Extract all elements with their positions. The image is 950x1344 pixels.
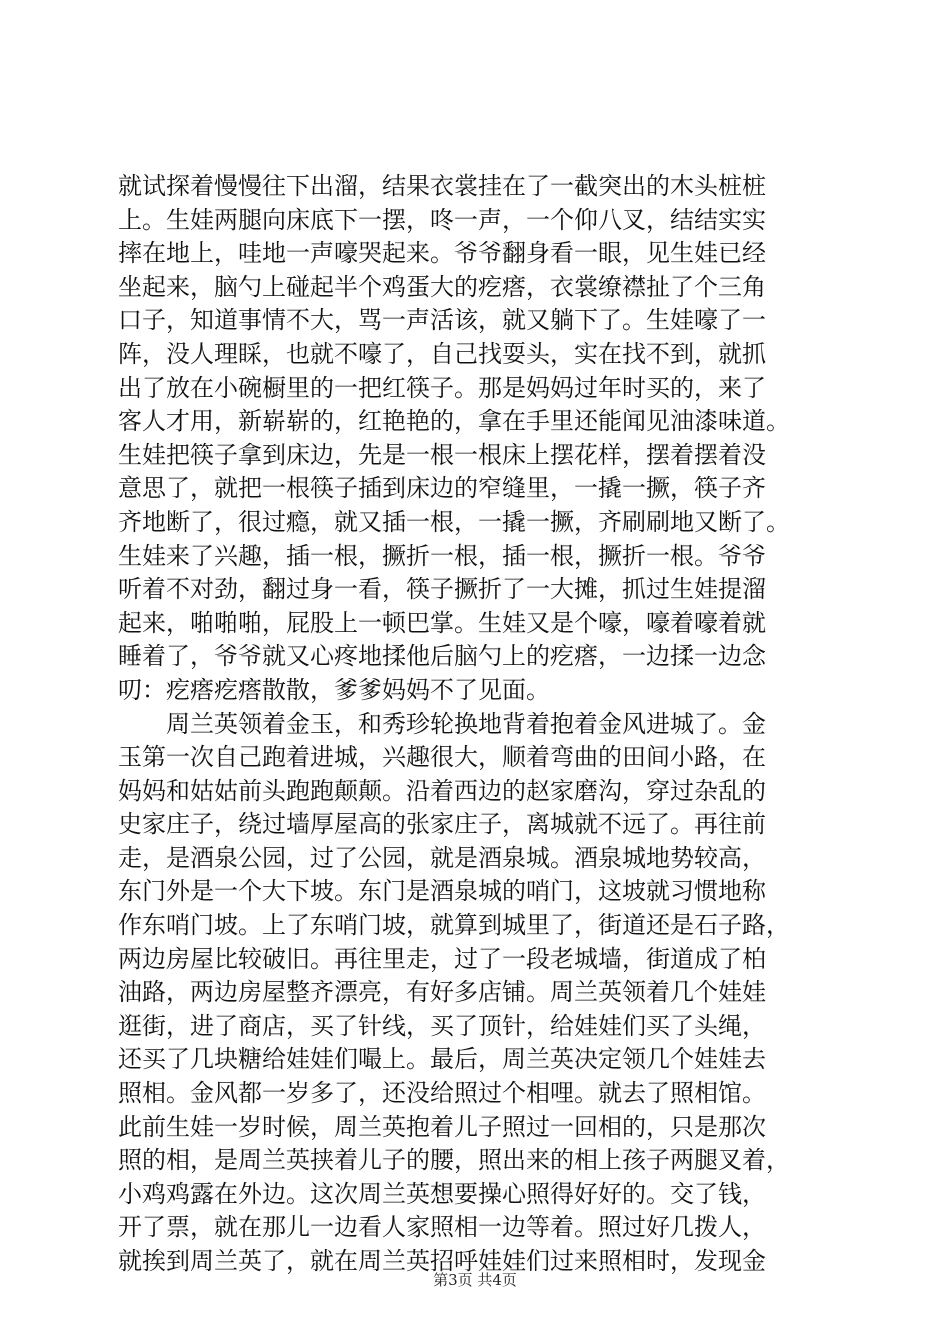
text-line: 逛街，进了商店，买了针线，买了顶针，给娃娃们买了头绳， xyxy=(118,1011,766,1040)
text-line: 照的相，是周兰英挟着儿子的腰，照出来的相上孩子两腿叉着， xyxy=(118,1146,790,1175)
text-line: 睡着了，爷爷就又心疼地揉他后脑勺上的疙瘩，一边揉一边念 xyxy=(118,642,766,671)
text-line: 还买了几块糖给娃娃们嘬上。最后，周兰英决定领几个娃娃去 xyxy=(118,1045,766,1074)
text-line: 作东哨门坡。上了东哨门坡，就算到城里了，街道还是石子路， xyxy=(118,911,790,940)
text-line: 上。生娃两腿向床底下一摆，咚一声，一个仰八叉，结结实实 xyxy=(118,205,766,234)
text-line: 妈妈和姑姑前头跑跑颠颠。沿着西边的赵家磨沟，穿过杂乱的 xyxy=(118,776,766,805)
text-line: 就试探着慢慢往下出溜，结果衣裳挂在了一截突出的木头桩桩 xyxy=(118,172,766,200)
text-line: 齐地断了，很过瘾，就又插一根，一撬一撅，齐刷刷地又断了。 xyxy=(118,507,790,536)
text-line: 生娃来了兴趣，插一根，撅折一根，插一根，撅折一根。爷爷 xyxy=(118,541,766,570)
text-line: 就挨到周兰英了，就在周兰英招呼娃娃们过来照相时，发现金 xyxy=(118,1247,766,1275)
text-line: 照相。金风都一岁多了，还没给照过个相哩。就去了照相馆。 xyxy=(118,1079,766,1108)
text-line: 周兰英领着金玉，和秀珍轮换地背着抱着金风进城了。金 xyxy=(118,709,766,738)
text-line: 意思了，就把一根筷子插到床边的窄缝里，一撬一撅，筷子齐 xyxy=(118,474,766,503)
text-line: 起来，啪啪啪，屁股上一顿巴掌。生娃又是个嚎，嚎着嚎着就 xyxy=(118,608,766,637)
text-line: 史家庄子，绕过墙厚屋高的张家庄子，离城就不远了。再往前 xyxy=(118,810,766,839)
text-line: 生娃把筷子拿到床边，先是一根一根床上摆花样，摆着摆着没 xyxy=(118,440,766,469)
text-line: 两边房屋比较破旧。再往里走，过了一段老城墙，街道成了柏 xyxy=(118,944,766,973)
text-line: 坐起来，脑勺上碰起半个鸡蛋大的疙瘩，衣裳缭襟扯了个三角 xyxy=(118,272,766,301)
body-text xyxy=(118,170,838,1279)
text-line: 客人才用，新崭崭的，红艳艳的，拿在手里还能闻见油漆味道。 xyxy=(118,407,790,436)
text-line: 出了放在小碗橱里的一把红筷子。那是妈妈过年时买的，来了 xyxy=(118,373,766,402)
text-line: 油路，两边房屋整齐漂亮，有好多店铺。周兰英领着几个娃娃 xyxy=(118,978,766,1007)
text-line: 口子，知道事情不大，骂一声活该，就又躺下了。生娃嚎了一 xyxy=(118,306,766,335)
text-line: 听着不对劲，翻过身一看，筷子撅折了一大摊，抓过生娃提溜 xyxy=(118,575,766,604)
text-line: 摔在地上，哇地一声嚎哭起来。爷爷翻身看一眼，见生娃已经 xyxy=(118,239,766,268)
text-line: 叨：疙瘩疙瘩散散，爹爹妈妈不了见面。 xyxy=(118,675,550,704)
text-line: 玉第一次自己跑着进城，兴趣很大，顺着弯曲的田间小路，在 xyxy=(118,743,766,772)
text-line: 开了票，就在那儿一边看人家照相一边等着。照过好几拨人， xyxy=(118,1213,766,1242)
text-line: 此前生娃一岁时候，周兰英抱着儿子照过一回相的，只是那次 xyxy=(118,1112,766,1141)
text-line: 走，是酒泉公园，过了公园，就是酒泉城。酒泉城地势较高， xyxy=(118,843,766,872)
text-line: 小鸡鸡露在外边。这次周兰英想要操心照得好好的。交了钱， xyxy=(118,1179,766,1208)
text-line: 东门外是一个大下坡。东门是酒泉城的哨门，这坡就习惯地称 xyxy=(118,877,766,906)
text-line: 阵，没人理睬，也就不嚎了，自己找耍头，实在找不到，就抓 xyxy=(118,339,766,368)
page-footer: 第3页 共4页 xyxy=(433,1271,517,1289)
